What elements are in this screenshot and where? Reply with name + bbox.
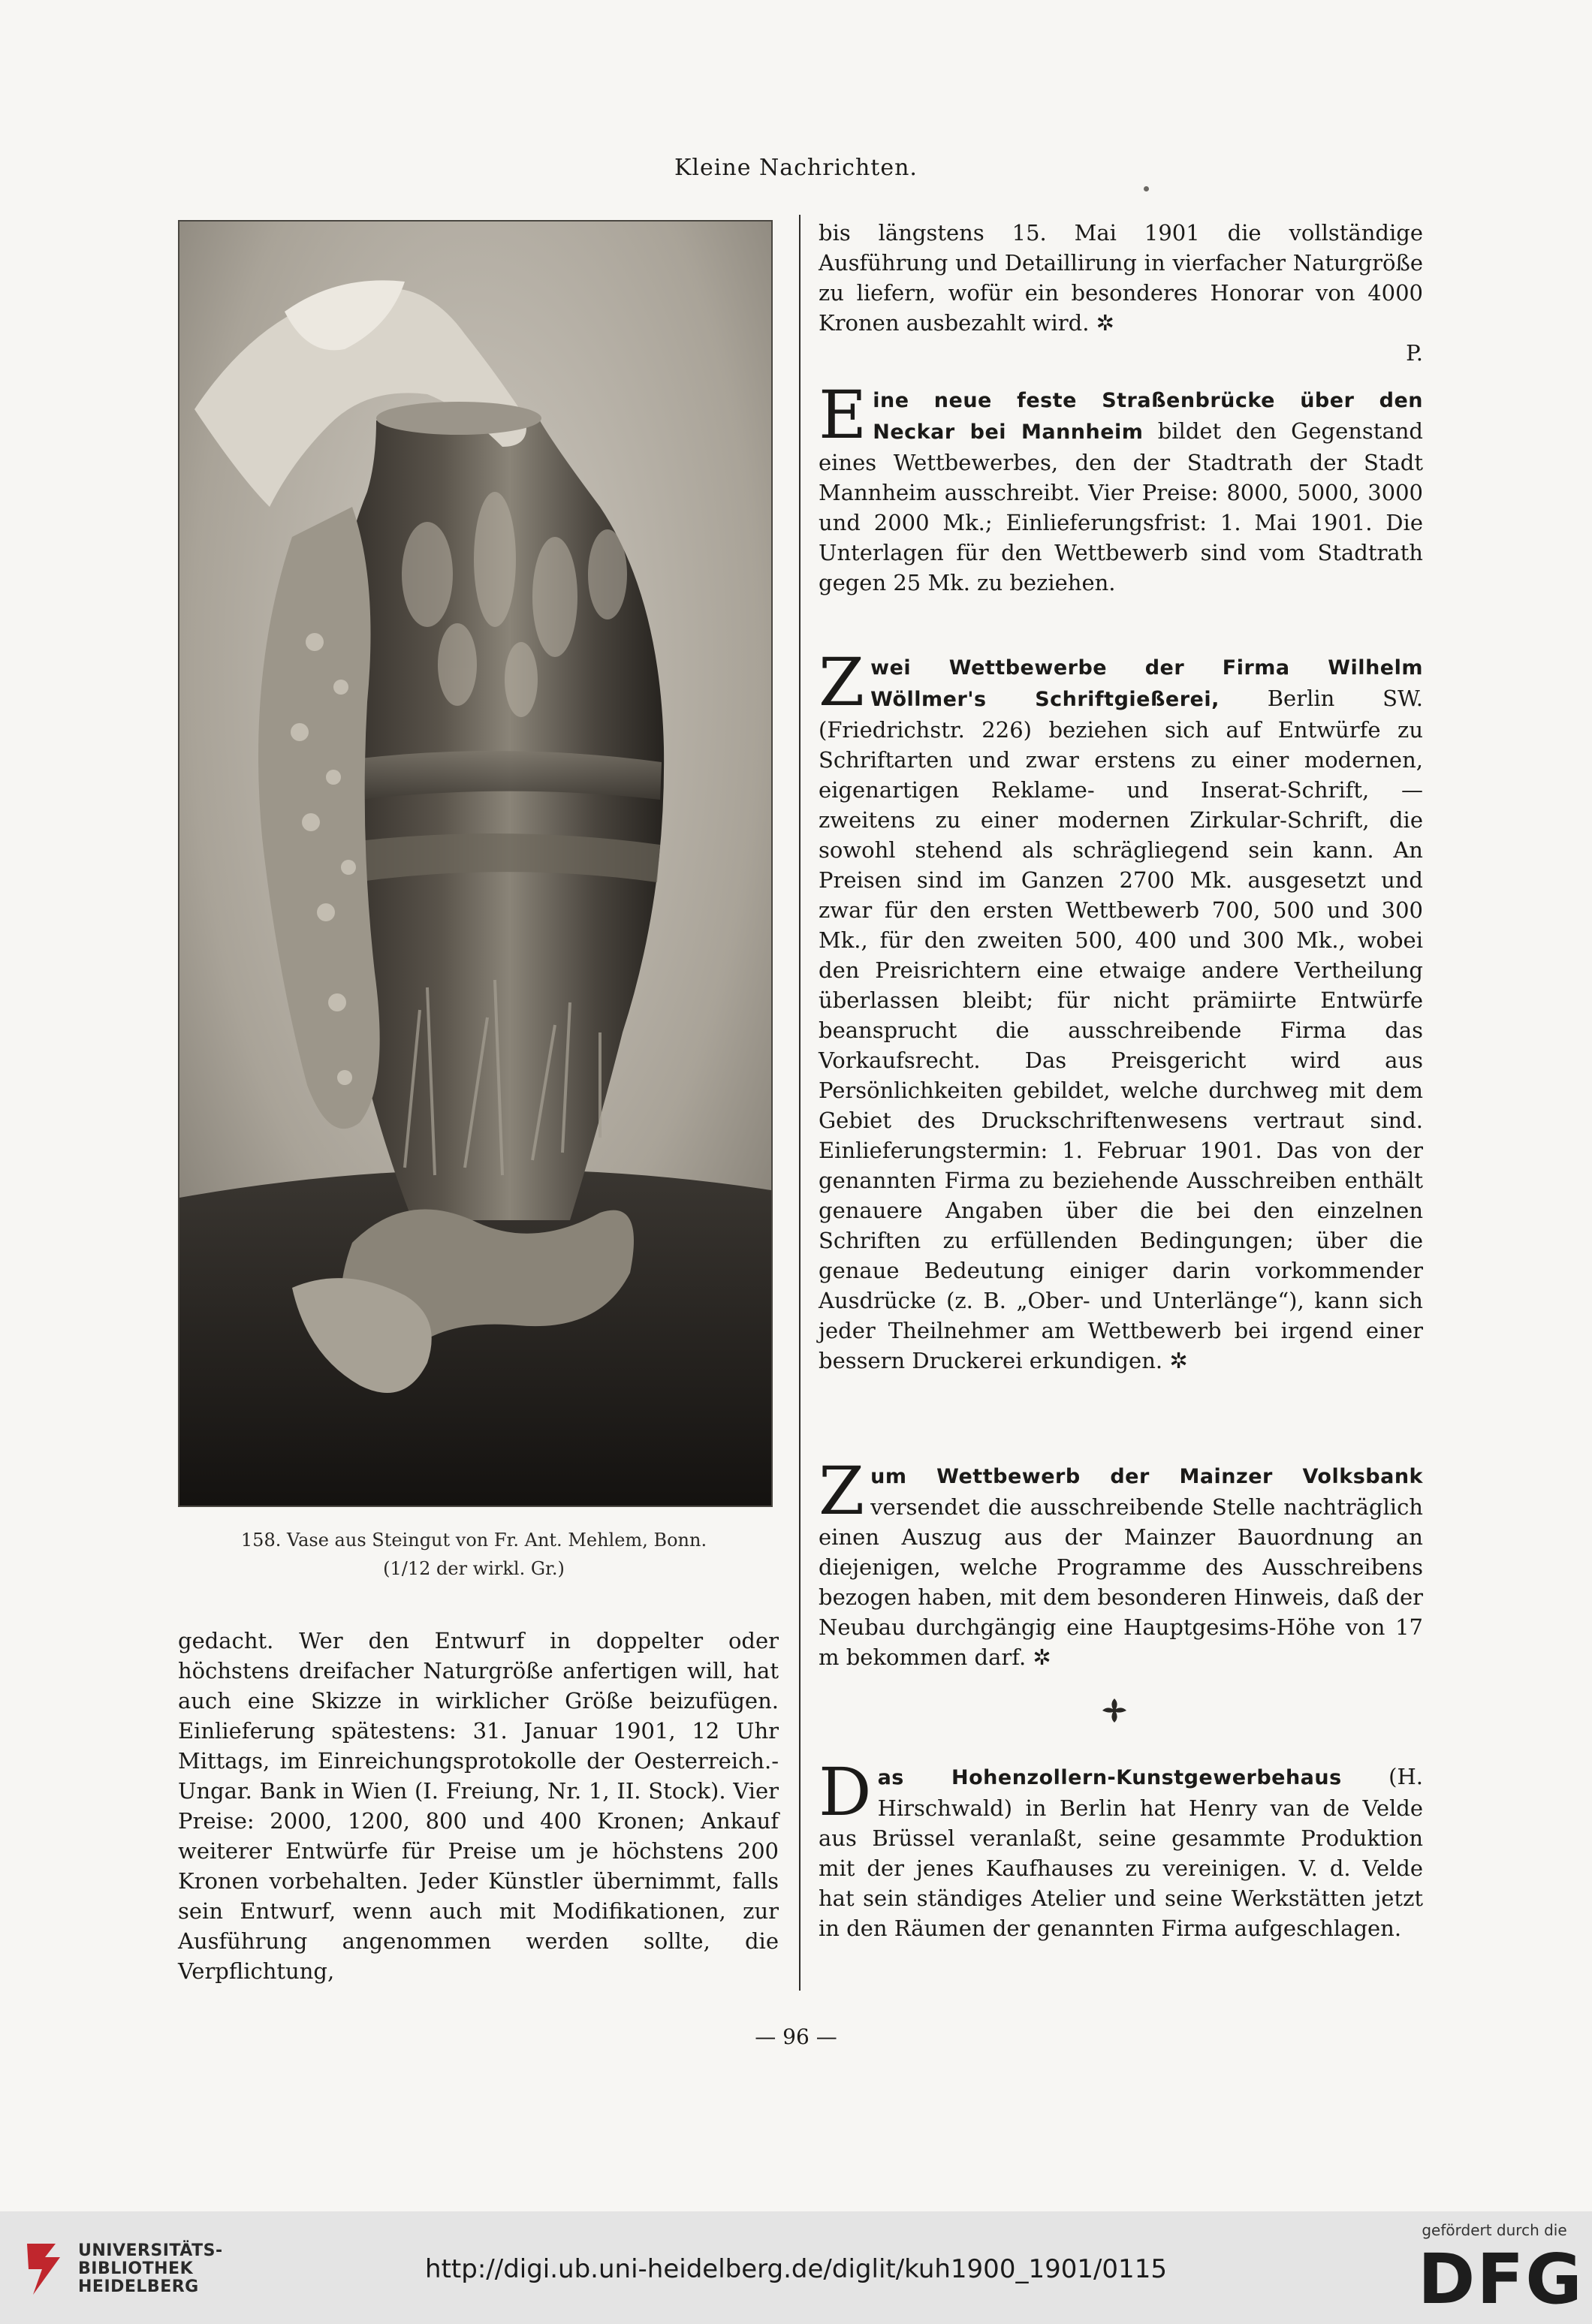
article-hohenzollern-initial: D [819,1753,872,1831]
article-bridge-initial: E [819,376,867,454]
ornament-icon [1096,1696,1132,1726]
funded-by-text: gefördert durch die [1422,2221,1567,2239]
article-woellmer-heading: wei Wettbewerbe der Firma Wilhelm Wöllmer's Schriftgießerei, [870,656,1423,711]
header-dot [1144,186,1149,191]
column-divider [799,215,801,1991]
continuation-text: bis längstens 15. Mai 1901 die vollständige Ausführung und Detaillirung in vierfacher Naturgröße zu liefern, wofür ein besonderes Honorar von 4000 Kronen ausbezahlt wird. ✲ [819,220,1423,336]
article-mainz-body: versendet die ausschreibende Stelle nachträglich einen Auszug aus der Mainzer Bauordnung an diejenigen, welche Programme des Ausschreibens bezogen haben, mit dem besonderen Hinweis, daß der Neubau durchgängig eine Hauptgesims-Höhe von 17 m bekommen darf. ✲ [819,1494,1423,1670]
vase-photograph [178,220,773,1507]
article-hohenzollern-heading: as Hohenzollern-Kunstgewerbehaus [877,1766,1342,1789]
article-mainz [819,1452,1423,1672]
continuation-sign: P. [1406,340,1423,366]
article-bridge [819,376,1423,598]
dfg-logo: DFG [1418,2239,1584,2319]
library-line-2: BIBLIOTHEK [78,2259,194,2278]
library-line-1: UNIVERSITÄTS- [78,2241,223,2260]
article-mainz-initial: Z [819,1452,865,1530]
figure-caption [178,1526,770,1583]
left-paragraph: gedacht. Wer den Entwurf in doppelter oder höchstens dreifacher Naturgröße anfertigen will, hat auch eine Skizze in wirklicher Größe beizufügen. Einlieferung spätestens: 31. Januar 1901, 12 Uhr Mittags, im Einreichungsprotokolle der Oesterreich.-Ungar. Bank in Wien (I. Freiung, Nr. 1, II. Stock). Vier Preise: 2000, 1200, 800 und 400 Kronen; Ankauf weiterer Entwürfe für Preise um je höchstens 200 Kronen vorbehalten. Jeder Künstler übernimmt, falls sein Entwurf, wenn auch mit Modifikationen, zur Ausführung angenommen werden sollte, die Verpflichtung, [178,1628,779,1984]
article-bridge-heading: ine neue feste Straßenbrücke über den Neckar bei Mannheim [873,389,1423,444]
source-url[interactable]: http://digi.ub.uni-heidelberg.de/diglit/kuh1900_1901/0115 [425,2254,1167,2284]
article-woellmer [819,644,1423,1376]
article-mainz-heading: um Wettbewerb der Mainzer Volksbank [870,1465,1423,1488]
caption-line-2: (1/12 der wirkl. Gr.) [383,1558,565,1579]
caption-line-1: 158. Vase aus Steingut von Fr. Ant. Mehlem, Bonn. [240,1530,707,1551]
article-woellmer-initial: Z [819,644,865,721]
library-line-3: HEIDELBERG [78,2277,199,2296]
article-hohenzollern-body: (H. Hirschwald) in Berlin hat Henry van de Velde aus Brüssel veranlaßt, seine gesammte Produktion mit der jenes Kaufhauses zu vereinigen. V. d. Velde hat sein ständiges Atelier und seine Werkstätten jetzt in den Räumen der genannten Firma aufgeschlagen. [819,1764,1424,1941]
article-woellmer-body: Berlin SW. (Friedrichstr. 226) beziehen sich auf Entwürfe zu Schriftarten und zwar erstens zu einer modernen, eigenartigen Reklame- und Inserat-Schrift, — zweitens zu einer modernen Zirkular-Schrift, die sowohl stehend als schrägliegend sein kann. An Preisen sind im Ganzen 2700 Mk. ausgesetzt und zwar für den ersten Wettbewerb 700, 500 und 300 Mk., für den zweiten 500, 400 und 300 Mk., wobei den Preisrichtern eine etwaige andere Vertheilung überlassen bleibt; für nicht prämiirte Entwürfe beansprucht die ausschreibende Firma das Vorkaufsrecht. Das Preisgericht wird aus Persönlichkeiten gebildet, welche durchweg mit dem Gebiet des Druckschriftenwesens vertraut sind. Einlieferungstermin: 1. Februar 1901. Das von der genannten Firma zu beziehende Ausschreiben enthält genauere Angaben über die bei den einzelnen Schriften zu erfüllenden Bedingungen; über die genaue Bedeutung einiger darin vorkommender Ausdrücke (z. B. „Ober- und Unterlänge“), kann sich jeder Theilnehmer am Wettbewerb bei irgend einer bessern Druckerei erkundigen. ✲ [819,686,1423,1373]
article-hohenzollern [819,1753,1424,1943]
left-column [178,1626,779,1986]
page-number: — 96 — [755,2024,837,2049]
continuation-paragraph [819,218,1423,368]
article-bridge-body: bildet den Gegenstand eines Wettbewerbes, den der Stadtrath der Stadt Mannheim ausschreibt. Vier Preise: 8000, 5000, 3000 und 2000 Mk.; Einlieferungsfrist: 1. Mai 1901. Die Unterlagen für den Wettbewerb sind vom Stadtrath gegen 25 Mk. zu beziehen. [819,418,1423,595]
page-header: Kleine Nachrichten. [674,155,918,181]
